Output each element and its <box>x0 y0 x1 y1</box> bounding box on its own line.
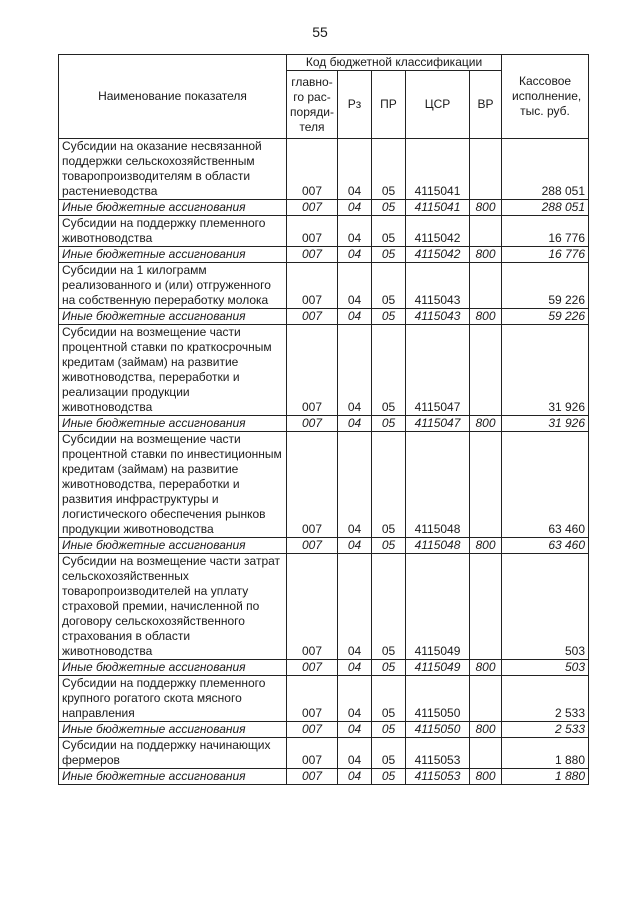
cell-amount: 2 533 <box>502 676 589 722</box>
cell-pr: 05 <box>372 432 406 538</box>
cell-name: Иные бюджетные ассигнования <box>59 769 287 785</box>
cell-amount: 2 533 <box>502 722 589 738</box>
cell-rz: 04 <box>338 660 372 676</box>
table-row-subitem <box>59 247 589 263</box>
cell-glav: 007 <box>287 263 338 309</box>
table-body <box>59 139 589 785</box>
header-pr: ПР <box>372 71 406 139</box>
cell-pr: 05 <box>372 554 406 660</box>
cell-pr: 05 <box>372 309 406 325</box>
cell-csr: 4115049 <box>406 660 470 676</box>
table-header <box>59 55 589 139</box>
cell-pr: 05 <box>372 216 406 247</box>
cell-csr: 4115041 <box>406 200 470 216</box>
table-row-subitem <box>59 769 589 785</box>
cell-amount: 31 926 <box>502 416 589 432</box>
table-row-subitem <box>59 660 589 676</box>
cell-glav: 007 <box>287 554 338 660</box>
cell-rz: 04 <box>338 738 372 769</box>
cell-vr <box>470 432 502 538</box>
cell-amount: 16 776 <box>502 216 589 247</box>
cell-amount: 1 880 <box>502 769 589 785</box>
cell-name: Субсидии на возмещение части затрат сельскохозяйственных товаропроизводителей на уплату страховой премии, начисленной по договору сельскохозяйственного страхования в области животноводства <box>59 554 287 660</box>
cell-csr: 4115049 <box>406 554 470 660</box>
cell-vr: 800 <box>470 309 502 325</box>
cell-rz: 04 <box>338 676 372 722</box>
cell-amount: 503 <box>502 660 589 676</box>
cell-glav: 007 <box>287 216 338 247</box>
cell-amount: 63 460 <box>502 432 589 538</box>
header-code-group: Код бюджетной классификации <box>287 55 502 71</box>
cell-name: Иные бюджетные ассигнования <box>59 200 287 216</box>
cell-vr: 800 <box>470 247 502 263</box>
header-vr: ВР <box>470 71 502 139</box>
cell-pr: 05 <box>372 247 406 263</box>
page-number: 55 <box>312 24 328 40</box>
header-csr: ЦСР <box>406 71 470 139</box>
cell-name: Субсидии на поддержку племенного крупного рогатого скота мясного направления <box>59 676 287 722</box>
cell-csr: 4115043 <box>406 309 470 325</box>
table-row <box>59 216 589 247</box>
cell-rz: 04 <box>338 309 372 325</box>
table-row-subitem <box>59 722 589 738</box>
cell-vr <box>470 325 502 416</box>
cell-name: Иные бюджетные ассигнования <box>59 247 287 263</box>
cell-name: Субсидии на поддержку племенного животноводства <box>59 216 287 247</box>
cell-name: Субсидии на 1 килограмм реализованного и (или) отгруженного на собственную переработку молока <box>59 263 287 309</box>
cell-name: Субсидии на возмещение части процентной ставки по краткосрочным кредитам (займам) на развитие животноводства, переработки и реализации продукции животноводства <box>59 325 287 416</box>
cell-csr: 4115047 <box>406 416 470 432</box>
cell-vr: 800 <box>470 416 502 432</box>
cell-amount: 16 776 <box>502 247 589 263</box>
cell-pr: 05 <box>372 660 406 676</box>
table-row-subitem <box>59 538 589 554</box>
cell-pr: 05 <box>372 738 406 769</box>
cell-glav: 007 <box>287 325 338 416</box>
table-row <box>59 432 589 538</box>
cell-name: Иные бюджетные ассигнования <box>59 722 287 738</box>
table-row <box>59 263 589 309</box>
cell-pr: 05 <box>372 139 406 200</box>
cell-csr: 4115042 <box>406 247 470 263</box>
cell-amount: 1 880 <box>502 738 589 769</box>
budget-table <box>58 54 589 785</box>
header-rz: Рз <box>338 71 372 139</box>
cell-glav: 007 <box>287 769 338 785</box>
cell-name: Иные бюджетные ассигнования <box>59 309 287 325</box>
table-row <box>59 676 589 722</box>
cell-glav: 007 <box>287 432 338 538</box>
cell-name: Субсидии на возмещение части процентной ставки по инвестиционным кредитам (займам) на развитие животноводства, переработки и развития инфраструктуры и логистического обеспечения рынков продукции животноводства <box>59 432 287 538</box>
cell-rz: 04 <box>338 769 372 785</box>
header-glav: главно-го рас-поряди-теля <box>287 71 338 139</box>
cell-rz: 04 <box>338 416 372 432</box>
cell-csr: 4115043 <box>406 263 470 309</box>
cell-glav: 007 <box>287 139 338 200</box>
cell-amount: 31 926 <box>502 325 589 416</box>
cell-glav: 007 <box>287 416 338 432</box>
table-row <box>59 554 589 660</box>
cell-csr: 4115050 <box>406 676 470 722</box>
table-row-subitem <box>59 416 589 432</box>
cell-pr: 05 <box>372 538 406 554</box>
cell-vr <box>470 738 502 769</box>
cell-rz: 04 <box>338 538 372 554</box>
cell-rz: 04 <box>338 432 372 538</box>
cell-csr: 4115048 <box>406 432 470 538</box>
cell-csr: 4115053 <box>406 769 470 785</box>
cell-rz: 04 <box>338 722 372 738</box>
cell-rz: 04 <box>338 139 372 200</box>
cell-pr: 05 <box>372 416 406 432</box>
cell-amount: 288 051 <box>502 200 589 216</box>
cell-name: Иные бюджетные ассигнования <box>59 416 287 432</box>
cell-vr <box>470 139 502 200</box>
cell-pr: 05 <box>372 722 406 738</box>
cell-glav: 007 <box>287 676 338 722</box>
cell-vr: 800 <box>470 660 502 676</box>
cell-vr: 800 <box>470 769 502 785</box>
cell-pr: 05 <box>372 200 406 216</box>
table-row <box>59 738 589 769</box>
cell-glav: 007 <box>287 660 338 676</box>
table-row <box>59 139 589 200</box>
cell-rz: 04 <box>338 216 372 247</box>
cell-name: Иные бюджетные ассигнования <box>59 660 287 676</box>
cell-vr <box>470 554 502 660</box>
cell-pr: 05 <box>372 769 406 785</box>
cell-rz: 04 <box>338 200 372 216</box>
cell-glav: 007 <box>287 722 338 738</box>
cell-vr: 800 <box>470 722 502 738</box>
cell-vr <box>470 676 502 722</box>
cell-amount: 59 226 <box>502 263 589 309</box>
cell-pr: 05 <box>372 263 406 309</box>
cell-csr: 4115041 <box>406 139 470 200</box>
cell-amount: 503 <box>502 554 589 660</box>
cell-csr: 4115050 <box>406 722 470 738</box>
cell-vr: 800 <box>470 200 502 216</box>
cell-name: Субсидии на оказание несвязанной поддержки сельскохозяйственным товаропроизводителям в области растениеводства <box>59 139 287 200</box>
table-row-subitem <box>59 200 589 216</box>
cell-vr <box>470 216 502 247</box>
cell-amount: 59 226 <box>502 309 589 325</box>
cell-csr: 4115047 <box>406 325 470 416</box>
cell-csr: 4115048 <box>406 538 470 554</box>
cell-vr: 800 <box>470 538 502 554</box>
table-row-subitem <box>59 309 589 325</box>
cell-glav: 007 <box>287 738 338 769</box>
cell-glav: 007 <box>287 247 338 263</box>
cell-name: Иные бюджетные ассигнования <box>59 538 287 554</box>
table-row <box>59 325 589 416</box>
cell-rz: 04 <box>338 554 372 660</box>
cell-rz: 04 <box>338 263 372 309</box>
cell-rz: 04 <box>338 325 372 416</box>
cell-amount: 63 460 <box>502 538 589 554</box>
cell-pr: 05 <box>372 676 406 722</box>
cell-csr: 4115053 <box>406 738 470 769</box>
header-name: Наименование показателя <box>59 55 287 139</box>
cell-pr: 05 <box>372 325 406 416</box>
cell-glav: 007 <box>287 200 338 216</box>
header-amount: Кассовое исполнение, тыс. руб. <box>502 55 589 139</box>
cell-glav: 007 <box>287 309 338 325</box>
cell-name: Субсидии на поддержку начинающих фермеров <box>59 738 287 769</box>
cell-rz: 04 <box>338 247 372 263</box>
cell-glav: 007 <box>287 538 338 554</box>
cell-amount: 288 051 <box>502 139 589 200</box>
cell-vr <box>470 263 502 309</box>
cell-csr: 4115042 <box>406 216 470 247</box>
